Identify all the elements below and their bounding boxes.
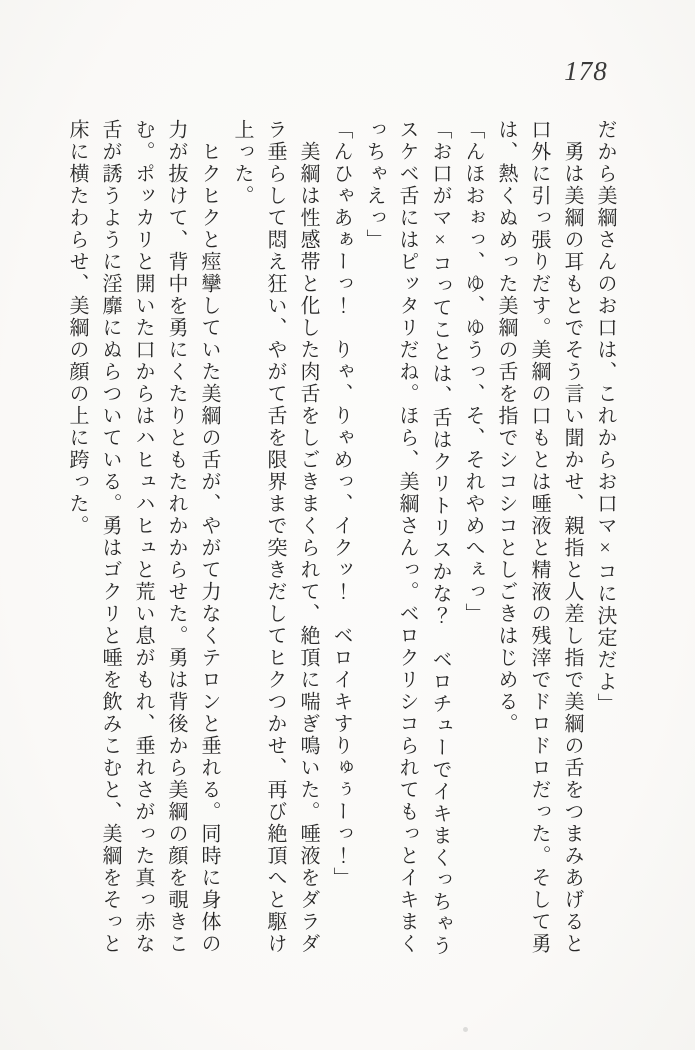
- vertical-text-block: [60, 119, 621, 971]
- text-line: 床に横たわらせ、美綱の顔の上に跨った。: [66, 119, 88, 537]
- text-line: ヒクヒクと痙攣していた美綱の舌が、やがて力なくテロンと垂れる。同時に身体の: [198, 141, 220, 955]
- text-line: だから美綱さんのお口は、これからお口マ×コに決定だよ」: [594, 119, 616, 715]
- page-number: 178: [564, 56, 608, 86]
- text-line: 「お口がマ×コってことは、舌はクリトリスかな？ ベロチューでイキまくっちゃう: [429, 119, 451, 957]
- text-line: 「んほおぉっ、ゆ、ゆうっ、そ、それやめへぇっ」: [462, 119, 484, 625]
- text-line: 上った。: [231, 119, 253, 207]
- text-line: っちゃえっ」: [363, 119, 385, 251]
- text-line: ラ垂らして悶え狂い、やがて舌を限界まで突きだしてヒクつかせ、再び絶頂へと駆け: [264, 119, 286, 955]
- text-line: は、熱くぬめった美綱の舌を指でシコシコとしごきはじめる。: [495, 119, 517, 735]
- text-line: 力が抜けて、背中を勇にくたりともたれかからせた。勇は背後から美綱の顔を覗きこ: [165, 119, 187, 955]
- text-line: 舌が誘うように淫靡にぬらついている。勇はゴクリと唾を飲みこむと、美綱をそっと: [99, 119, 121, 955]
- text-line: 口外に引っ張りだす。美綱の口もとは唾液と精液の残滓でドロドロだった。そして勇: [528, 119, 550, 955]
- text-line: 勇は美綱の耳もとでそう言い聞かせ、親指と人差し指で美綱の舌をつまみあげると: [561, 141, 583, 955]
- text-line: スケベ舌にはピッタリだね。ほら、美綱さんっ。ベロクリシコられてもっとイキまく: [396, 119, 418, 955]
- text-line: 「んひゃあぁーっ！ りゃ、りゃめっ、イクッ！ ベロイキすりゅぅーっ！」: [330, 119, 352, 889]
- text-line: む。ポッカリと開いた口からはハヒュハヒュと荒い息がもれ、垂れさがった真っ赤な: [132, 119, 154, 955]
- scan-artifact-dot: [463, 1027, 468, 1032]
- text-line: 美綱は性感帯と化した肉舌をしごきまくられて、絶頂に喘ぎ鳴いた。唾液をダラダ: [297, 141, 319, 955]
